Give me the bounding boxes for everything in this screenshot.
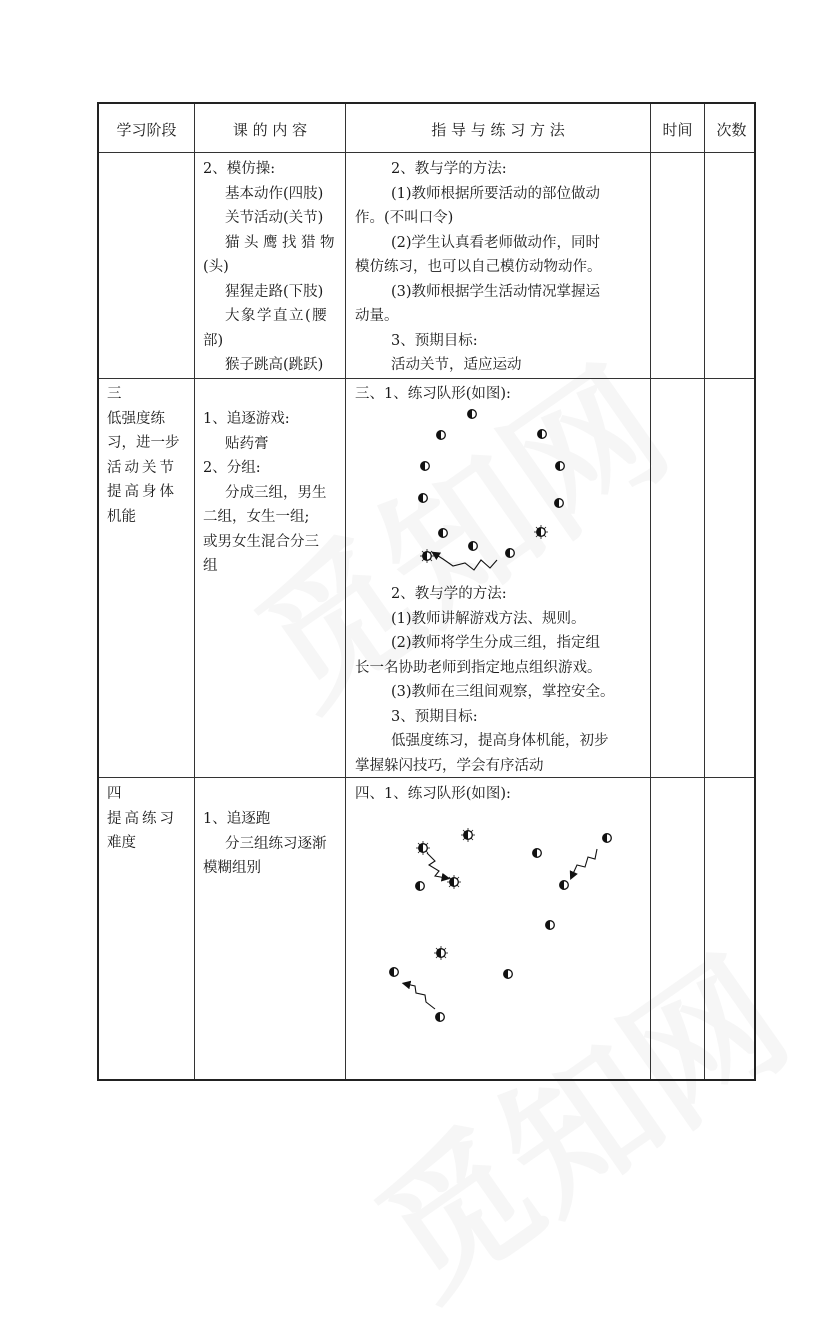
row2-content — [203, 407, 343, 579]
text-line: 提高练习 — [107, 810, 177, 827]
player-icon — [436, 1013, 445, 1022]
text-line: 机能 — [107, 508, 136, 525]
row3-content — [203, 807, 343, 881]
text-line: (头) — [203, 259, 229, 275]
header-count: 次数 — [716, 120, 747, 139]
scattered-chase-diagram — [345, 777, 650, 1017]
text-line: 或男女生混合分三 — [203, 533, 319, 550]
text-line: 关节活动(关节) — [225, 210, 324, 226]
text-line: 二组，女生一组; — [203, 509, 310, 525]
col-divider — [704, 104, 705, 1079]
text-line: 活动关节，适应运动 — [391, 357, 522, 373]
text-line: 模糊组别 — [203, 860, 261, 876]
row2-method — [355, 582, 647, 778]
text-line: 贴药膏 — [225, 435, 269, 452]
text-line: 四 — [107, 786, 122, 802]
runner-icon — [461, 828, 475, 842]
runner-icon — [434, 946, 448, 960]
text-line: (2)教师将学生分成三组，指定组 — [391, 635, 601, 651]
text-line: 2、教与学的方法: — [391, 586, 507, 602]
text-line: 习，进一步 — [107, 435, 180, 451]
player-icon — [556, 462, 565, 471]
row2-stage — [107, 382, 191, 529]
player-icon — [506, 549, 515, 558]
text-line: 低强度练习，提高身体机能，初步 — [391, 733, 609, 749]
text-line: 分成三组，男生 — [225, 484, 327, 501]
text-line: 四、1、练习队形(如图): — [355, 786, 511, 802]
text-line: 1、追逐游戏: — [203, 411, 290, 427]
player-icon — [468, 410, 477, 419]
text-line: 分三组练习逐渐 — [225, 835, 327, 852]
text-line: 三、1、练习队形(如图): — [355, 386, 511, 402]
zigzag-arrow-icon — [435, 554, 497, 570]
text-line: 作。(不叫口令) — [355, 210, 454, 226]
text-line: 活动关节 — [107, 459, 177, 476]
text-line: 2、模仿操: — [203, 161, 276, 177]
player-icon — [419, 494, 428, 503]
player-icon — [469, 542, 478, 551]
player-icon — [504, 970, 513, 979]
text-line: (1)教师讲解游戏方法、规则。 — [391, 610, 586, 627]
player-icon — [437, 431, 446, 440]
text-line: 动量。 — [355, 308, 399, 324]
text-line: 猩猩走路(下肢) — [225, 283, 324, 300]
lesson-plan-table — [97, 102, 756, 1081]
runner-icon — [420, 549, 434, 563]
runner-icon — [534, 525, 548, 539]
text-line: 3、预期目标: — [391, 332, 478, 349]
col-divider — [194, 104, 195, 1079]
player-icon — [416, 882, 425, 891]
text-line: 3、预期目标: — [391, 708, 478, 725]
text-line: 1、追逐跑 — [203, 811, 271, 827]
text-line: 长一名协助老师到指定地点组织游戏。 — [355, 659, 602, 676]
player-icon — [533, 849, 542, 858]
header-method: 指 导 与 练 习 方 法 — [431, 120, 565, 139]
zigzag-arrow-icon — [427, 853, 446, 878]
circle-formation-diagram — [345, 378, 650, 578]
text-line: 三 — [107, 386, 122, 402]
zigzag-arrow-icon — [406, 984, 435, 1009]
header-time: 时间 — [662, 120, 693, 139]
row1-method — [355, 157, 647, 378]
text-line: 大象学直立(腰 — [225, 308, 329, 324]
runner-icon — [416, 841, 430, 855]
text-line: 模仿练习，也可以自己模仿动物动作。 — [355, 259, 602, 275]
player-icon — [555, 499, 564, 508]
player-icon — [439, 529, 448, 538]
header-content: 课 的 内 容 — [232, 120, 308, 139]
text-line: 2、分组: — [203, 460, 261, 476]
player-icon — [546, 921, 555, 930]
player-icon — [538, 430, 547, 439]
text-line: 提高身体 — [107, 484, 177, 500]
row3-stage — [107, 782, 191, 856]
header-stage: 学习阶段 — [116, 120, 177, 139]
player-icon — [390, 968, 399, 977]
col-divider — [650, 104, 651, 1079]
text-line: 掌握躲闪技巧，学会有序活动 — [355, 757, 544, 774]
player-icon — [603, 834, 612, 843]
text-line: (3)教师在三组间观察，掌控安全。 — [391, 684, 615, 700]
text-line: (3)教师根据学生活动情况掌握运 — [391, 283, 601, 300]
text-line: 猴子跳高(跳跃) — [225, 357, 324, 373]
text-line: 2、教与学的方法: — [391, 161, 507, 177]
text-line: (2)学生认真看老师做动作，同时 — [391, 234, 601, 251]
runner-icon — [447, 875, 461, 889]
row1-content — [203, 157, 339, 378]
player-icon — [421, 462, 430, 471]
text-line: 难度 — [107, 835, 136, 851]
text-line: (1)教师根据所要活动的部位做动 — [391, 185, 601, 202]
text-line: 基本动作(四肢) — [225, 185, 324, 202]
player-icon — [560, 881, 569, 890]
text-line: 低强度练 — [107, 410, 165, 427]
text-line: 组 — [203, 558, 218, 574]
text-line: 猫头鹰找猎物 — [225, 234, 339, 251]
zigzag-arrow-icon — [572, 849, 597, 876]
text-line: 部) — [203, 332, 224, 349]
